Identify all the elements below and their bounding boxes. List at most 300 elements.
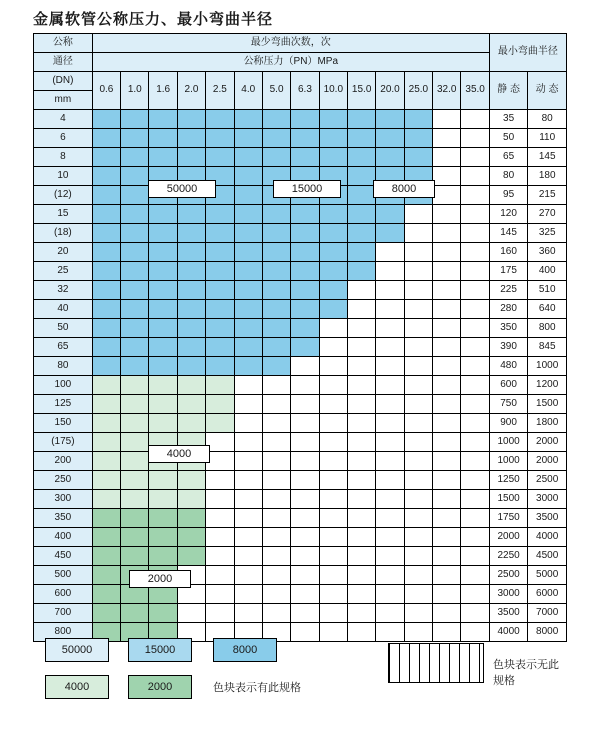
dn-cell: 250 xyxy=(34,471,93,490)
matrix-cell xyxy=(347,395,375,414)
matrix-cell xyxy=(461,167,489,186)
matrix-cell xyxy=(376,433,404,452)
matrix-cell xyxy=(121,129,149,148)
radius-static-cell: 1500 xyxy=(489,490,528,509)
pn-column-6.3: 6.3 xyxy=(291,72,319,110)
matrix-cell xyxy=(376,623,404,642)
dn-cell: 10 xyxy=(34,167,93,186)
matrix-cell xyxy=(404,490,432,509)
matrix-cell xyxy=(262,528,290,547)
matrix-cell xyxy=(291,585,319,604)
matrix-cell xyxy=(291,110,319,129)
matrix-cell xyxy=(262,490,290,509)
matrix-cell xyxy=(347,433,375,452)
radius-dynamic-cell: 80 xyxy=(528,110,567,129)
callout-8000: 8000 xyxy=(373,180,435,198)
matrix-cell xyxy=(433,623,461,642)
radius-dynamic-cell: 145 xyxy=(528,148,567,167)
matrix-cell xyxy=(149,110,177,129)
matrix-cell xyxy=(347,585,375,604)
matrix-cell xyxy=(347,357,375,376)
radius-static-cell: 80 xyxy=(489,167,528,186)
matrix-cell xyxy=(376,471,404,490)
matrix-cell xyxy=(262,395,290,414)
matrix-cell xyxy=(149,414,177,433)
matrix-cell xyxy=(404,566,432,585)
matrix-cell xyxy=(433,585,461,604)
matrix-cell xyxy=(262,471,290,490)
matrix-cell xyxy=(319,414,347,433)
matrix-cell xyxy=(177,490,205,509)
matrix-cell xyxy=(376,243,404,262)
matrix-cell xyxy=(291,452,319,471)
matrix-cell xyxy=(262,585,290,604)
matrix-cell xyxy=(177,148,205,167)
callout-2000: 2000 xyxy=(129,570,191,588)
matrix-cell xyxy=(234,433,262,452)
matrix-cell xyxy=(319,376,347,395)
matrix-cell xyxy=(347,129,375,148)
matrix-cell xyxy=(376,129,404,148)
radius-dynamic-cell: 270 xyxy=(528,205,567,224)
table-row xyxy=(34,566,567,585)
pn-column-20.0: 20.0 xyxy=(376,72,404,110)
matrix-cell xyxy=(149,129,177,148)
matrix-cell xyxy=(319,338,347,357)
matrix-cell xyxy=(433,167,461,186)
matrix-cell xyxy=(404,281,432,300)
matrix-cell xyxy=(404,224,432,243)
dn-cell: 200 xyxy=(34,452,93,471)
radius-static-cell: 390 xyxy=(489,338,528,357)
matrix-cell xyxy=(433,433,461,452)
matrix-cell xyxy=(206,319,234,338)
matrix-cell xyxy=(262,414,290,433)
matrix-cell xyxy=(121,414,149,433)
matrix-cell xyxy=(262,319,290,338)
matrix-cell xyxy=(206,395,234,414)
matrix-cell xyxy=(149,547,177,566)
matrix-cell xyxy=(234,357,262,376)
table-row xyxy=(34,129,567,148)
matrix-cell xyxy=(404,471,432,490)
matrix-cell xyxy=(92,376,120,395)
table-row xyxy=(34,604,567,623)
matrix-cell xyxy=(347,566,375,585)
table-row xyxy=(34,319,567,338)
matrix-cell xyxy=(319,490,347,509)
matrix-cell xyxy=(376,509,404,528)
matrix-cell xyxy=(121,471,149,490)
radius-static-cell: 600 xyxy=(489,376,528,395)
matrix-cell xyxy=(319,357,347,376)
matrix-cell xyxy=(177,205,205,224)
matrix-cell xyxy=(234,243,262,262)
radius-static-cell: 1750 xyxy=(489,509,528,528)
dn-cell: 300 xyxy=(34,490,93,509)
matrix-cell xyxy=(149,509,177,528)
matrix-cell xyxy=(433,566,461,585)
matrix-cell xyxy=(291,395,319,414)
matrix-cell xyxy=(376,566,404,585)
matrix-cell xyxy=(347,243,375,262)
matrix-cell xyxy=(347,224,375,243)
matrix-cell xyxy=(291,319,319,338)
dn-cell: 4 xyxy=(34,110,93,129)
bend-radius-header: 最小弯曲半径 xyxy=(489,34,566,72)
matrix-cell xyxy=(319,528,347,547)
matrix-cell xyxy=(404,338,432,357)
matrix-cell xyxy=(121,376,149,395)
matrix-cell xyxy=(433,319,461,338)
matrix-cell xyxy=(376,490,404,509)
matrix-cell xyxy=(149,205,177,224)
matrix-cell xyxy=(234,395,262,414)
matrix-cell xyxy=(92,566,120,585)
matrix-cell xyxy=(262,224,290,243)
radius-static-cell: 50 xyxy=(489,129,528,148)
matrix-cell xyxy=(376,148,404,167)
matrix-cell xyxy=(206,338,234,357)
dn-cell: 450 xyxy=(34,547,93,566)
matrix-cell xyxy=(262,110,290,129)
matrix-cell xyxy=(149,243,177,262)
radius-dynamic-cell: 325 xyxy=(528,224,567,243)
radius-dynamic-cell: 6000 xyxy=(528,585,567,604)
matrix-cell xyxy=(92,452,120,471)
pn-column-35.0: 35.0 xyxy=(461,72,489,110)
matrix-cell xyxy=(376,205,404,224)
pn-column-2.5: 2.5 xyxy=(206,72,234,110)
radius-dynamic-cell: 3500 xyxy=(528,509,567,528)
table-row xyxy=(34,547,567,566)
radius-dynamic-cell: 215 xyxy=(528,186,567,205)
matrix-cell xyxy=(206,205,234,224)
table-row xyxy=(34,509,567,528)
table-row xyxy=(34,224,567,243)
legend-stripe-swatch xyxy=(388,643,484,683)
matrix-cell xyxy=(433,243,461,262)
spec-table-body xyxy=(34,34,567,642)
matrix-cell xyxy=(234,471,262,490)
matrix-cell xyxy=(234,148,262,167)
radius-dynamic-cell: 1500 xyxy=(528,395,567,414)
matrix-cell xyxy=(149,281,177,300)
pn-column-1.6: 1.6 xyxy=(149,72,177,110)
matrix-cell xyxy=(206,110,234,129)
matrix-cell xyxy=(433,452,461,471)
radius-static-cell: 95 xyxy=(489,186,528,205)
matrix-cell xyxy=(347,528,375,547)
legend-swatch-8000: 8000 xyxy=(213,638,277,662)
matrix-cell xyxy=(433,490,461,509)
legend-swatch-15000: 15000 xyxy=(128,638,192,662)
matrix-cell xyxy=(262,566,290,585)
legend-swatch-50000: 50000 xyxy=(45,638,109,662)
matrix-cell xyxy=(177,319,205,338)
matrix-cell xyxy=(376,110,404,129)
matrix-cell xyxy=(376,604,404,623)
matrix-cell xyxy=(262,357,290,376)
matrix-cell xyxy=(121,509,149,528)
matrix-cell xyxy=(92,547,120,566)
matrix-cell xyxy=(234,414,262,433)
matrix-cell xyxy=(461,585,489,604)
matrix-cell xyxy=(461,566,489,585)
matrix-cell xyxy=(291,509,319,528)
matrix-cell xyxy=(92,205,120,224)
radius-dynamic-cell: 2500 xyxy=(528,471,567,490)
matrix-cell xyxy=(92,585,120,604)
dn-cell: 40 xyxy=(34,300,93,319)
matrix-cell xyxy=(177,338,205,357)
matrix-cell xyxy=(461,243,489,262)
matrix-cell xyxy=(262,129,290,148)
matrix-cell xyxy=(347,167,375,186)
matrix-cell xyxy=(234,205,262,224)
matrix-cell xyxy=(206,224,234,243)
radius-dynamic-cell: 1000 xyxy=(528,357,567,376)
radius-dynamic-cell: 5000 xyxy=(528,566,567,585)
matrix-cell xyxy=(234,547,262,566)
radius-static-cell: 35 xyxy=(489,110,528,129)
pn-column-15.0: 15.0 xyxy=(347,72,375,110)
matrix-cell xyxy=(206,300,234,319)
matrix-cell xyxy=(404,509,432,528)
dn-cell: 15 xyxy=(34,205,93,224)
matrix-cell xyxy=(206,566,234,585)
radius-static-cell: 350 xyxy=(489,319,528,338)
matrix-cell xyxy=(461,262,489,281)
matrix-cell xyxy=(461,186,489,205)
matrix-cell xyxy=(92,357,120,376)
matrix-cell xyxy=(92,433,120,452)
matrix-cell xyxy=(177,357,205,376)
matrix-cell xyxy=(404,528,432,547)
matrix-cell xyxy=(376,452,404,471)
matrix-cell xyxy=(347,509,375,528)
pn-column-32.0: 32.0 xyxy=(433,72,461,110)
dn-cell: 800 xyxy=(34,623,93,642)
pn-column-1.0: 1.0 xyxy=(121,72,149,110)
matrix-cell xyxy=(319,319,347,338)
callout-4000: 4000 xyxy=(148,445,210,463)
matrix-cell xyxy=(461,281,489,300)
matrix-cell xyxy=(433,528,461,547)
matrix-cell xyxy=(234,452,262,471)
matrix-cell xyxy=(149,528,177,547)
matrix-cell xyxy=(121,167,149,186)
matrix-cell xyxy=(177,547,205,566)
matrix-cell xyxy=(291,357,319,376)
matrix-cell xyxy=(319,148,347,167)
matrix-cell xyxy=(347,262,375,281)
matrix-cell xyxy=(404,604,432,623)
dn-header-line-4: mm xyxy=(34,91,93,110)
matrix-cell xyxy=(404,110,432,129)
matrix-cell xyxy=(149,376,177,395)
legend-swatch-4000: 4000 xyxy=(45,675,109,699)
dn-cell: 350 xyxy=(34,509,93,528)
matrix-cell xyxy=(319,129,347,148)
callout-15000: 15000 xyxy=(273,180,341,198)
matrix-cell xyxy=(404,452,432,471)
matrix-cell xyxy=(291,338,319,357)
matrix-cell xyxy=(404,433,432,452)
matrix-cell xyxy=(206,414,234,433)
radius-dynamic-cell: 1800 xyxy=(528,414,567,433)
matrix-cell xyxy=(461,205,489,224)
matrix-cell xyxy=(347,547,375,566)
matrix-cell xyxy=(234,338,262,357)
matrix-cell xyxy=(319,300,347,319)
matrix-cell xyxy=(177,509,205,528)
dn-cell: 150 xyxy=(34,414,93,433)
matrix-cell xyxy=(234,509,262,528)
matrix-cell xyxy=(177,243,205,262)
radius-static-cell: 65 xyxy=(489,148,528,167)
matrix-cell xyxy=(291,528,319,547)
matrix-cell xyxy=(291,243,319,262)
matrix-cell xyxy=(376,547,404,566)
matrix-cell xyxy=(433,414,461,433)
dn-cell: 20 xyxy=(34,243,93,262)
matrix-cell xyxy=(433,604,461,623)
matrix-cell xyxy=(234,585,262,604)
matrix-cell xyxy=(92,395,120,414)
matrix-cell xyxy=(234,281,262,300)
matrix-cell xyxy=(461,623,489,642)
matrix-cell xyxy=(291,414,319,433)
spec-table xyxy=(33,33,567,642)
matrix-cell xyxy=(262,338,290,357)
radius-dynamic-cell: 180 xyxy=(528,167,567,186)
matrix-cell xyxy=(319,262,347,281)
radius-static-cell: 480 xyxy=(489,357,528,376)
matrix-cell xyxy=(92,262,120,281)
matrix-cell xyxy=(121,281,149,300)
table-row xyxy=(34,395,567,414)
matrix-cell xyxy=(461,433,489,452)
matrix-cell xyxy=(149,224,177,243)
matrix-cell xyxy=(149,490,177,509)
table-row xyxy=(34,148,567,167)
matrix-cell xyxy=(121,452,149,471)
matrix-cell xyxy=(262,243,290,262)
matrix-cell xyxy=(347,338,375,357)
radius-static-cell: 1000 xyxy=(489,452,528,471)
bend-count-header: 最少弯曲次数，次 xyxy=(92,34,489,53)
dn-header-line-1: 公称 xyxy=(34,34,93,53)
radius-static-cell: 280 xyxy=(489,300,528,319)
matrix-cell xyxy=(177,471,205,490)
matrix-cell xyxy=(92,148,120,167)
matrix-cell xyxy=(433,129,461,148)
matrix-cell xyxy=(347,490,375,509)
matrix-cell xyxy=(319,452,347,471)
matrix-cell xyxy=(404,623,432,642)
matrix-cell xyxy=(291,281,319,300)
matrix-cell xyxy=(319,395,347,414)
matrix-cell xyxy=(234,300,262,319)
matrix-cell xyxy=(177,528,205,547)
radius-static-cell: 3000 xyxy=(489,585,528,604)
radius-dynamic-cell: 110 xyxy=(528,129,567,148)
pn-column-10.0: 10.0 xyxy=(319,72,347,110)
dn-cell: 500 xyxy=(34,566,93,585)
dn-cell: 50 xyxy=(34,319,93,338)
matrix-cell xyxy=(404,243,432,262)
matrix-cell xyxy=(177,224,205,243)
matrix-cell xyxy=(234,224,262,243)
matrix-cell xyxy=(291,604,319,623)
matrix-cell xyxy=(121,395,149,414)
matrix-cell xyxy=(461,414,489,433)
matrix-cell xyxy=(461,148,489,167)
matrix-cell xyxy=(347,471,375,490)
matrix-cell xyxy=(149,300,177,319)
table-row xyxy=(34,471,567,490)
matrix-cell xyxy=(121,604,149,623)
dn-cell: 6 xyxy=(34,129,93,148)
matrix-cell xyxy=(234,319,262,338)
pn-column-2.0: 2.0 xyxy=(177,72,205,110)
matrix-cell xyxy=(404,300,432,319)
matrix-cell xyxy=(291,205,319,224)
radius-dynamic-cell: 8000 xyxy=(528,623,567,642)
table-row xyxy=(34,433,567,452)
matrix-cell xyxy=(206,471,234,490)
matrix-cell xyxy=(376,338,404,357)
matrix-cell xyxy=(177,414,205,433)
matrix-cell xyxy=(121,547,149,566)
matrix-cell xyxy=(461,129,489,148)
matrix-cell xyxy=(376,528,404,547)
matrix-cell xyxy=(121,433,149,452)
matrix-cell xyxy=(92,110,120,129)
matrix-cell xyxy=(206,357,234,376)
matrix-cell xyxy=(262,509,290,528)
matrix-cell xyxy=(121,528,149,547)
matrix-cell xyxy=(461,338,489,357)
matrix-cell xyxy=(206,129,234,148)
matrix-cell xyxy=(92,414,120,433)
dn-cell: 32 xyxy=(34,281,93,300)
matrix-cell xyxy=(319,205,347,224)
matrix-cell xyxy=(149,148,177,167)
matrix-cell xyxy=(376,414,404,433)
table-row xyxy=(34,205,567,224)
matrix-cell xyxy=(177,604,205,623)
radius-static-header: 静 态 xyxy=(489,72,528,110)
matrix-cell xyxy=(461,490,489,509)
dn-cell: (12) xyxy=(34,186,93,205)
matrix-cell xyxy=(404,319,432,338)
matrix-cell xyxy=(404,205,432,224)
matrix-cell xyxy=(404,395,432,414)
matrix-cell xyxy=(433,110,461,129)
matrix-cell xyxy=(433,509,461,528)
matrix-cell xyxy=(291,490,319,509)
matrix-cell xyxy=(404,414,432,433)
radius-static-cell: 160 xyxy=(489,243,528,262)
matrix-cell xyxy=(376,224,404,243)
radius-dynamic-cell: 400 xyxy=(528,262,567,281)
matrix-cell xyxy=(121,262,149,281)
matrix-cell xyxy=(433,224,461,243)
matrix-cell xyxy=(234,262,262,281)
matrix-cell xyxy=(347,319,375,338)
